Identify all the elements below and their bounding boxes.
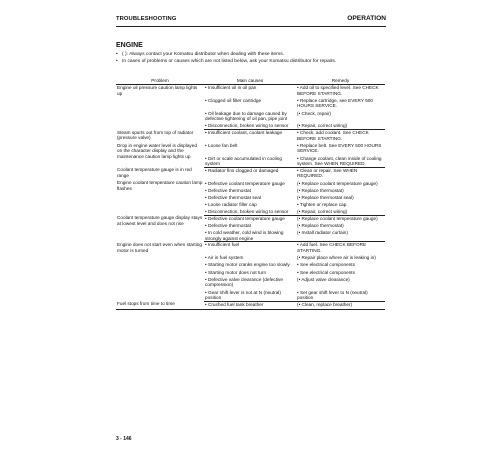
problem-cell xyxy=(116,130,204,168)
problem-text: Steam spurts out from top of radiator (pressure valve) xyxy=(117,129,194,141)
cause-cell: • Radiator fins clogged or damaged xyxy=(205,167,279,173)
remedy-cell: (• Adjust valve clearance) xyxy=(297,276,350,282)
remedy-cell: (• Check, repair) xyxy=(297,110,331,116)
remedy-cell: (• Repair, correct wiring) xyxy=(296,208,385,216)
remedy-cell: • Replace cartridge, see EVERY 500 HOURS SERVICE. xyxy=(297,97,374,109)
problem-text: Drop in engine water level is displayed on the character display and the maintenance caution lamp lights up xyxy=(117,142,197,159)
table-header-row xyxy=(116,77,385,85)
problem-text: Engine oil pressure caution lamp lights up xyxy=(117,85,198,96)
cause-cell: • Air in fuel system xyxy=(205,255,244,261)
header-section-label: TROUBLESHOOTING xyxy=(116,16,177,22)
problem-text: Coolant temperature gauge is in red range xyxy=(117,167,192,178)
remedy-cell: (• Install radiator curtain) xyxy=(296,229,385,242)
table-row xyxy=(116,242,385,254)
cause-cell: • Disconnection, broken wiring to sensor xyxy=(204,208,296,216)
problem-cell xyxy=(116,215,204,242)
header-main-causes: Main causes xyxy=(204,77,296,85)
remedy-cell: • Tighten or replace cap. xyxy=(297,202,348,208)
cause-cell: • Gear shift lever is not at N (neutral) position xyxy=(204,288,296,301)
table-row xyxy=(116,215,385,221)
cause-cell: • Insufficient coolant, coolant leakage xyxy=(205,130,283,136)
cause-cell: • Disconnection, broken wiring to sensor xyxy=(204,122,296,130)
problem-text: Engine does not start even when starting motor is turned xyxy=(117,241,202,253)
problem-text: Coolant temperature gauge display stays at lowest level and does not rise xyxy=(117,215,203,226)
remedy-cell: • Clean or repair. See WHEN REQUIRED. xyxy=(297,167,358,179)
cause-cell: • Starting motor does not turn xyxy=(205,269,267,275)
remedy-cell: • Change coolant, clean inside of cooling system. See WHEN REQUIRED. xyxy=(296,154,385,167)
cause-cell: • In cold weather, cold wind is blowing strongly against engine xyxy=(204,229,296,242)
header-problem: Problem xyxy=(116,77,204,85)
table-row xyxy=(116,85,385,97)
page-number: 3 - 146 xyxy=(116,436,132,442)
note-item: • In cases of problems or causes which are not listed below, ask your Komatsu distributor for repairs. xyxy=(116,59,337,64)
note-item: • ( ): Always contact your Komatsu distributor when dealing with these items. xyxy=(116,52,285,57)
remedy-cell: (• Replace thermostat) xyxy=(297,223,344,229)
cause-cell: • Insufficient oil in oil pan xyxy=(205,85,257,91)
cause-cell: • Defective valve clearance (defective compression) xyxy=(205,276,283,288)
problem-cell xyxy=(116,242,204,301)
problem-cell xyxy=(116,301,204,309)
remedy-cell: • Set gear shift lever to N (neutral) position xyxy=(296,288,385,301)
cause-cell: • Defective coolant temperature gauge xyxy=(205,215,285,221)
cause-cell: • Defective coolant temperature gauge xyxy=(205,180,285,186)
cause-cell: • Defective thermostat xyxy=(205,187,251,193)
remedy-cell: (• Repair, correct wiring) xyxy=(296,122,385,130)
cause-cell: • Dirt or scale accumulated in cooling system xyxy=(204,154,296,167)
cause-cell: • Crushed fuel tank breather xyxy=(204,301,296,309)
header-remedy: Remedy xyxy=(296,77,385,85)
table-row xyxy=(116,130,385,142)
remedy-cell: (• Replace thermostat seal) xyxy=(297,194,354,200)
problem-cell xyxy=(116,85,204,130)
remedy-cell: • See electrical components xyxy=(297,262,355,268)
cause-cell: • Clogged oil filter cartridge xyxy=(205,97,262,103)
cause-cell: • Loose fan belt xyxy=(205,142,238,148)
cause-cell: • Defective thermostat seal xyxy=(205,194,261,200)
problem-text: Engine coolant temperature caution lamp flashes xyxy=(117,180,203,191)
remedy-cell: (• Repair place where air is leaking in) xyxy=(297,255,376,261)
cause-cell: • Defective thermostat xyxy=(205,223,251,229)
remedy-cell: (• Clean, replace breather) xyxy=(296,301,385,309)
problem-text: Fuel stops from time to time xyxy=(117,301,175,307)
cause-cell: • Oil leakage due to damage caused by defective tightening of oil pan, pipe joint xyxy=(205,110,288,122)
remedy-cell: • Add fuel. See CHECK BEFORE STARTING. xyxy=(297,242,367,254)
remedy-cell: (• Replace thermostat) xyxy=(297,187,344,193)
table-row xyxy=(116,301,385,309)
section-notes xyxy=(116,51,396,65)
remedy-cell: • Check, add coolant. See CHECK BEFORE STARTING. xyxy=(297,130,369,141)
remedy-cell: (• Replace coolant temperature gauge) xyxy=(297,180,378,186)
header-chapter-label: OPERATION xyxy=(347,15,386,22)
section-title: ENGINE xyxy=(116,42,143,49)
cause-cell: • Starting motor cranks engine too slowly xyxy=(205,262,290,268)
remedy-cell: • Add oil to specified level. See CHECK BEFORE STARTING. xyxy=(297,85,379,96)
remedy-cell: • Replace belt. See EVERY 500 HOURS SERVICE. xyxy=(297,142,382,154)
troubleshooting-table xyxy=(116,77,385,310)
table-body xyxy=(116,85,385,310)
cause-cell: • Insufficient fuel xyxy=(205,242,240,248)
problem-cell xyxy=(116,167,204,215)
remedy-cell: (• Replace coolant temperature gauge) xyxy=(297,215,378,221)
remedy-cell: • See electrical components xyxy=(297,269,355,275)
cause-cell: • Loose radiator filler cap xyxy=(205,202,257,208)
table-row xyxy=(116,167,385,179)
page-header xyxy=(116,16,386,27)
